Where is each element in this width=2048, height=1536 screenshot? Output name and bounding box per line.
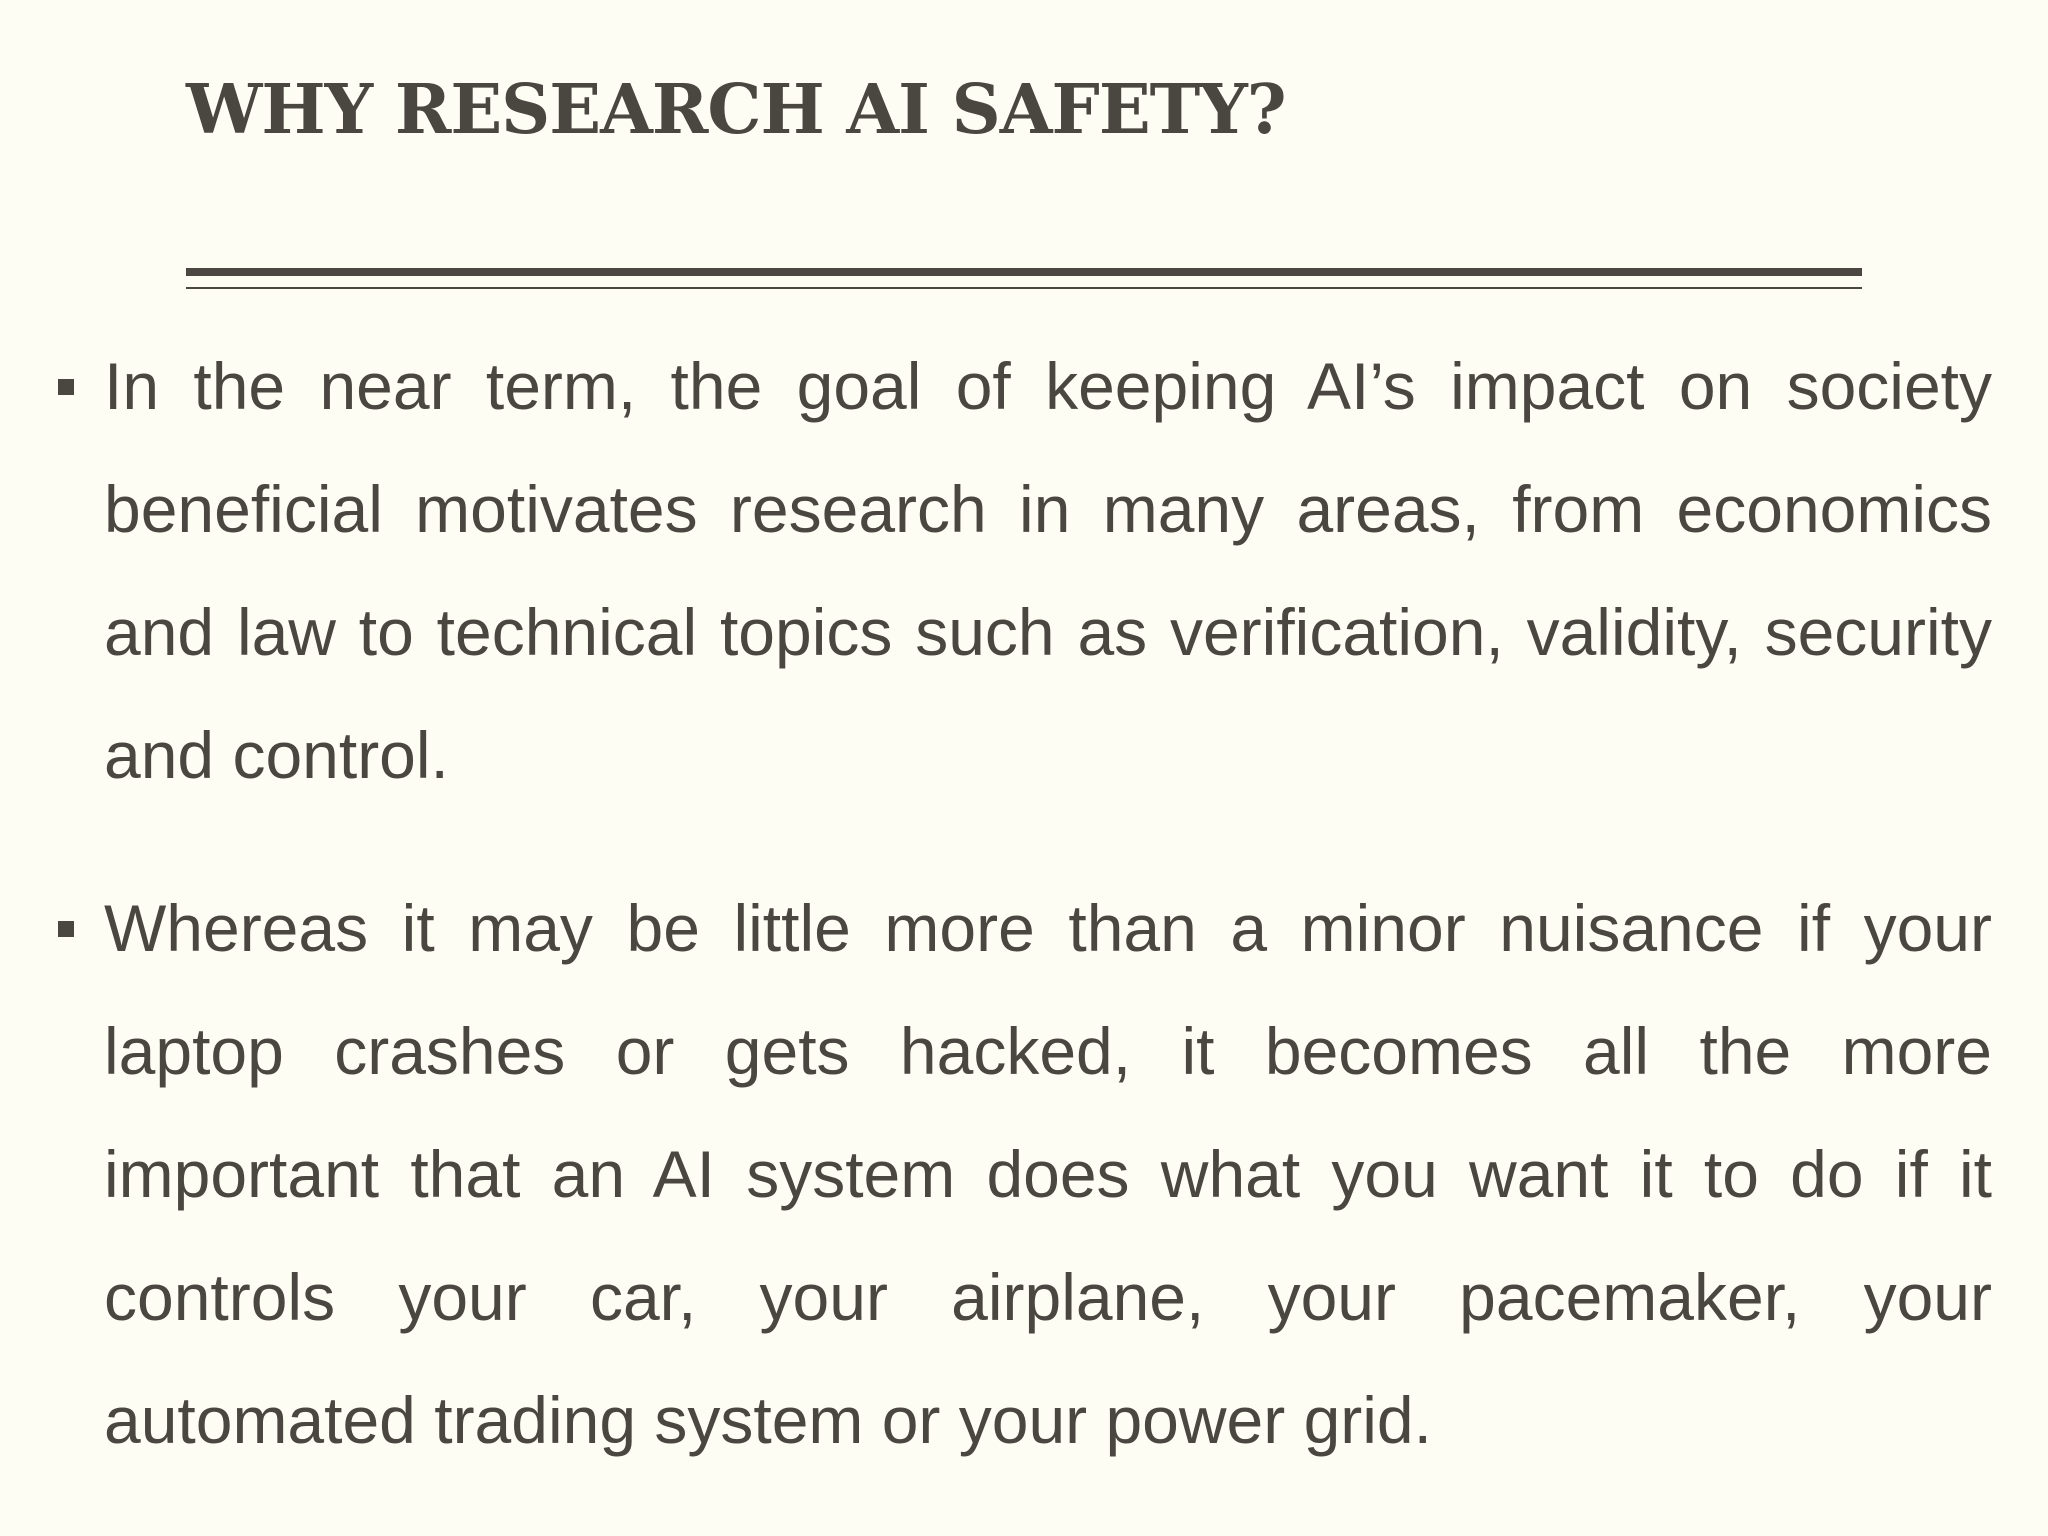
square-bullet-icon: [58, 921, 74, 937]
slide-title: WHY RESEARCH AI SAFETY?: [186, 70, 1286, 150]
bullet-text-critical-systems: Whereas it may be little more than a minor nuisance if your laptop crashes or gets hacked, it becomes all the more important that an AI system does what you want it to do if it controls your car, your airplane, your pacemaker, your automated trading system or your power grid.: [104, 891, 1992, 1457]
bullet-text-near-term: In the near term, the goal of keeping AI’s impact on society beneficial motivates research in many areas, from economics and law to technical topics such as verification, validity, security and control.: [104, 349, 1992, 792]
square-bullet-icon: [58, 379, 74, 395]
